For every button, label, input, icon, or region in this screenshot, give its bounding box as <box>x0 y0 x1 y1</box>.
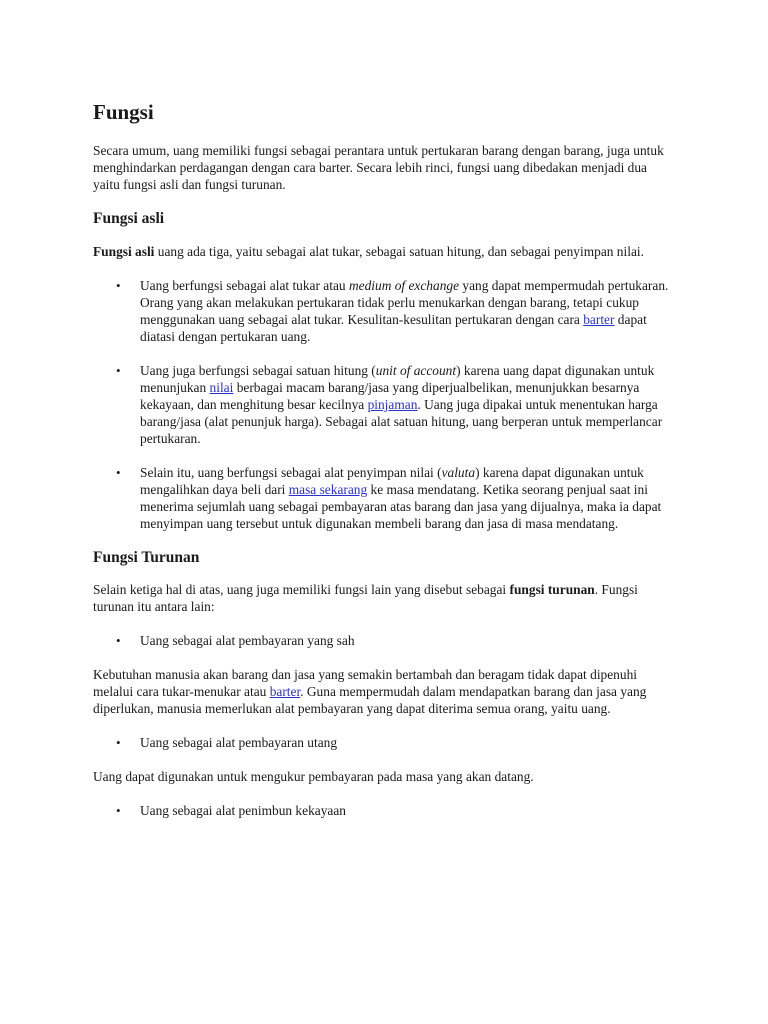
item-text: dapat diatasi dengan pertukaran uang. <box>140 311 647 344</box>
bullet-icon: • <box>116 633 121 649</box>
intro-paragraph: Secara umum, uang memiliki fungsi sebagai perantara untuk pertukaran barang dengan barang, juga untuk menghindarkan perdagangan dengan cara barter. Secara lebih rinci, fungsi uang dibedakan menjadi dua yaitu fungsi asli dan fungsi turunan. <box>93 143 664 193</box>
page-title: Fungsi <box>93 100 154 124</box>
pembayaran-sah-paragraph <box>93 666 673 717</box>
list-item-pembayaran-sah <box>93 632 673 649</box>
item-emphasis: valuta <box>441 464 476 480</box>
bullet-icon: • <box>116 803 121 819</box>
intro-text: . Fungsi turunan itu antara lain: <box>93 582 638 615</box>
intro-text: Selain ketiga hal di atas, uang juga memiliki fungsi lain yang disebut sebagai <box>93 582 510 598</box>
list-item-satuan-hitung <box>93 362 673 447</box>
paragraph-text: . Guna mempermudah dalam mendapatkan barang dan jasa yang diperlukan, manusia memerlukan alat pembayaran yang dapat diterima semua orang, yaitu uang. <box>93 684 647 717</box>
link-nilai[interactable]: nilai <box>209 379 234 395</box>
bullet-icon: • <box>116 464 121 480</box>
item-text: ke masa mendatang. Ketika seorang penjual saat ini menerima sejumlah uang sebagai pembayaran atas barang dan jasa yang dijualnya, maka ia dapat menyimpan uang tersebut untuk digunakan membeli barang dan jasa di masa mendatang. <box>140 481 662 531</box>
bullet-icon: • <box>116 735 121 751</box>
fungsi-asli-lead <box>93 243 673 260</box>
item-text: Uang sebagai alat penimbun kekayaan <box>140 803 346 819</box>
list-item-penyimpan-nilai <box>93 464 673 532</box>
item-text: ) karena uang dapat digunakan untuk menunjukan <box>140 362 655 395</box>
bullet-icon: • <box>116 362 121 378</box>
list-item-penimbun-kekayaan <box>93 802 673 819</box>
item-text: berbagai macam barang/jasa yang diperjualbelikan, menunjukkan besarnya kekayaan, dan menghitung besar kecilnya <box>140 379 640 412</box>
item-emphasis: medium of exchange <box>348 277 460 293</box>
item-text: ) karena dapat digunakan untuk mengalihkan daya beli dari <box>140 464 644 497</box>
link-barter-2[interactable]: barter <box>269 684 301 700</box>
section-heading-fungsi-asli: Fungsi asli <box>93 210 165 228</box>
item-text: yang dapat mempermudah pertukaran. Orang yang akan melakukan pertukaran tidak perlu menukarkan dengan barang, tetapi cukup menggunakan uang sebagai alat tukar. Kesulitan-kesulitan pertukaran dengan cara <box>140 277 669 327</box>
pembayaran-utang-paragraph: Uang dapat digunakan untuk mengukur pembayaran pada masa yang akan datang. <box>93 769 534 785</box>
item-text: Uang sebagai alat pembayaran yang sah <box>140 633 355 649</box>
document-page <box>93 100 673 836</box>
list-item-pembayaran-utang <box>93 734 673 751</box>
item-text: . Uang juga dipakai untuk menentukan harga barang/jasa (alat penunjuk harga). Sebagai alat satuan hitung, uang berperan untuk memperlancar pertukaran. <box>140 396 663 446</box>
section-heading-fungsi-turunan: Fungsi Turunan <box>93 548 200 566</box>
item-text: Uang sebagai alat pembayaran utang <box>140 735 338 751</box>
paragraph-text: Kebutuhan manusia akan barang dan jasa yang semakin bertambah dan beragam tidak dapat dipenuhi melalui cara tukar-menukar atau <box>93 667 637 700</box>
item-text: Selain itu, uang berfungsi sebagai alat penyimpan nilai ( <box>140 464 442 480</box>
list-item-alat-tukar <box>93 277 673 345</box>
fungsi-asli-lead-bold: Fungsi asli <box>93 243 155 259</box>
turunan-list-1 <box>93 632 673 649</box>
link-masa-sekarang[interactable]: masa sekarang <box>288 481 368 497</box>
fungsi-asli-list <box>93 277 673 532</box>
item-text: Uang juga berfungsi sebagai satuan hitung ( <box>140 362 376 378</box>
link-pinjaman[interactable]: pinjaman <box>367 396 418 412</box>
turunan-list-3 <box>93 802 673 819</box>
item-text: Uang berfungsi sebagai alat tukar atau <box>140 277 349 293</box>
bullet-icon: • <box>116 277 121 293</box>
fungsi-asli-lead-text: uang ada tiga, yaitu sebagai alat tukar, sebagai satuan hitung, dan sebagai penyimpan nilai. <box>154 243 644 259</box>
item-emphasis: unit of account <box>375 362 457 378</box>
intro-bold: fungsi turunan <box>509 582 595 598</box>
fungsi-turunan-intro <box>93 581 673 615</box>
link-barter[interactable]: barter <box>583 311 615 327</box>
turunan-list-2 <box>93 734 673 751</box>
